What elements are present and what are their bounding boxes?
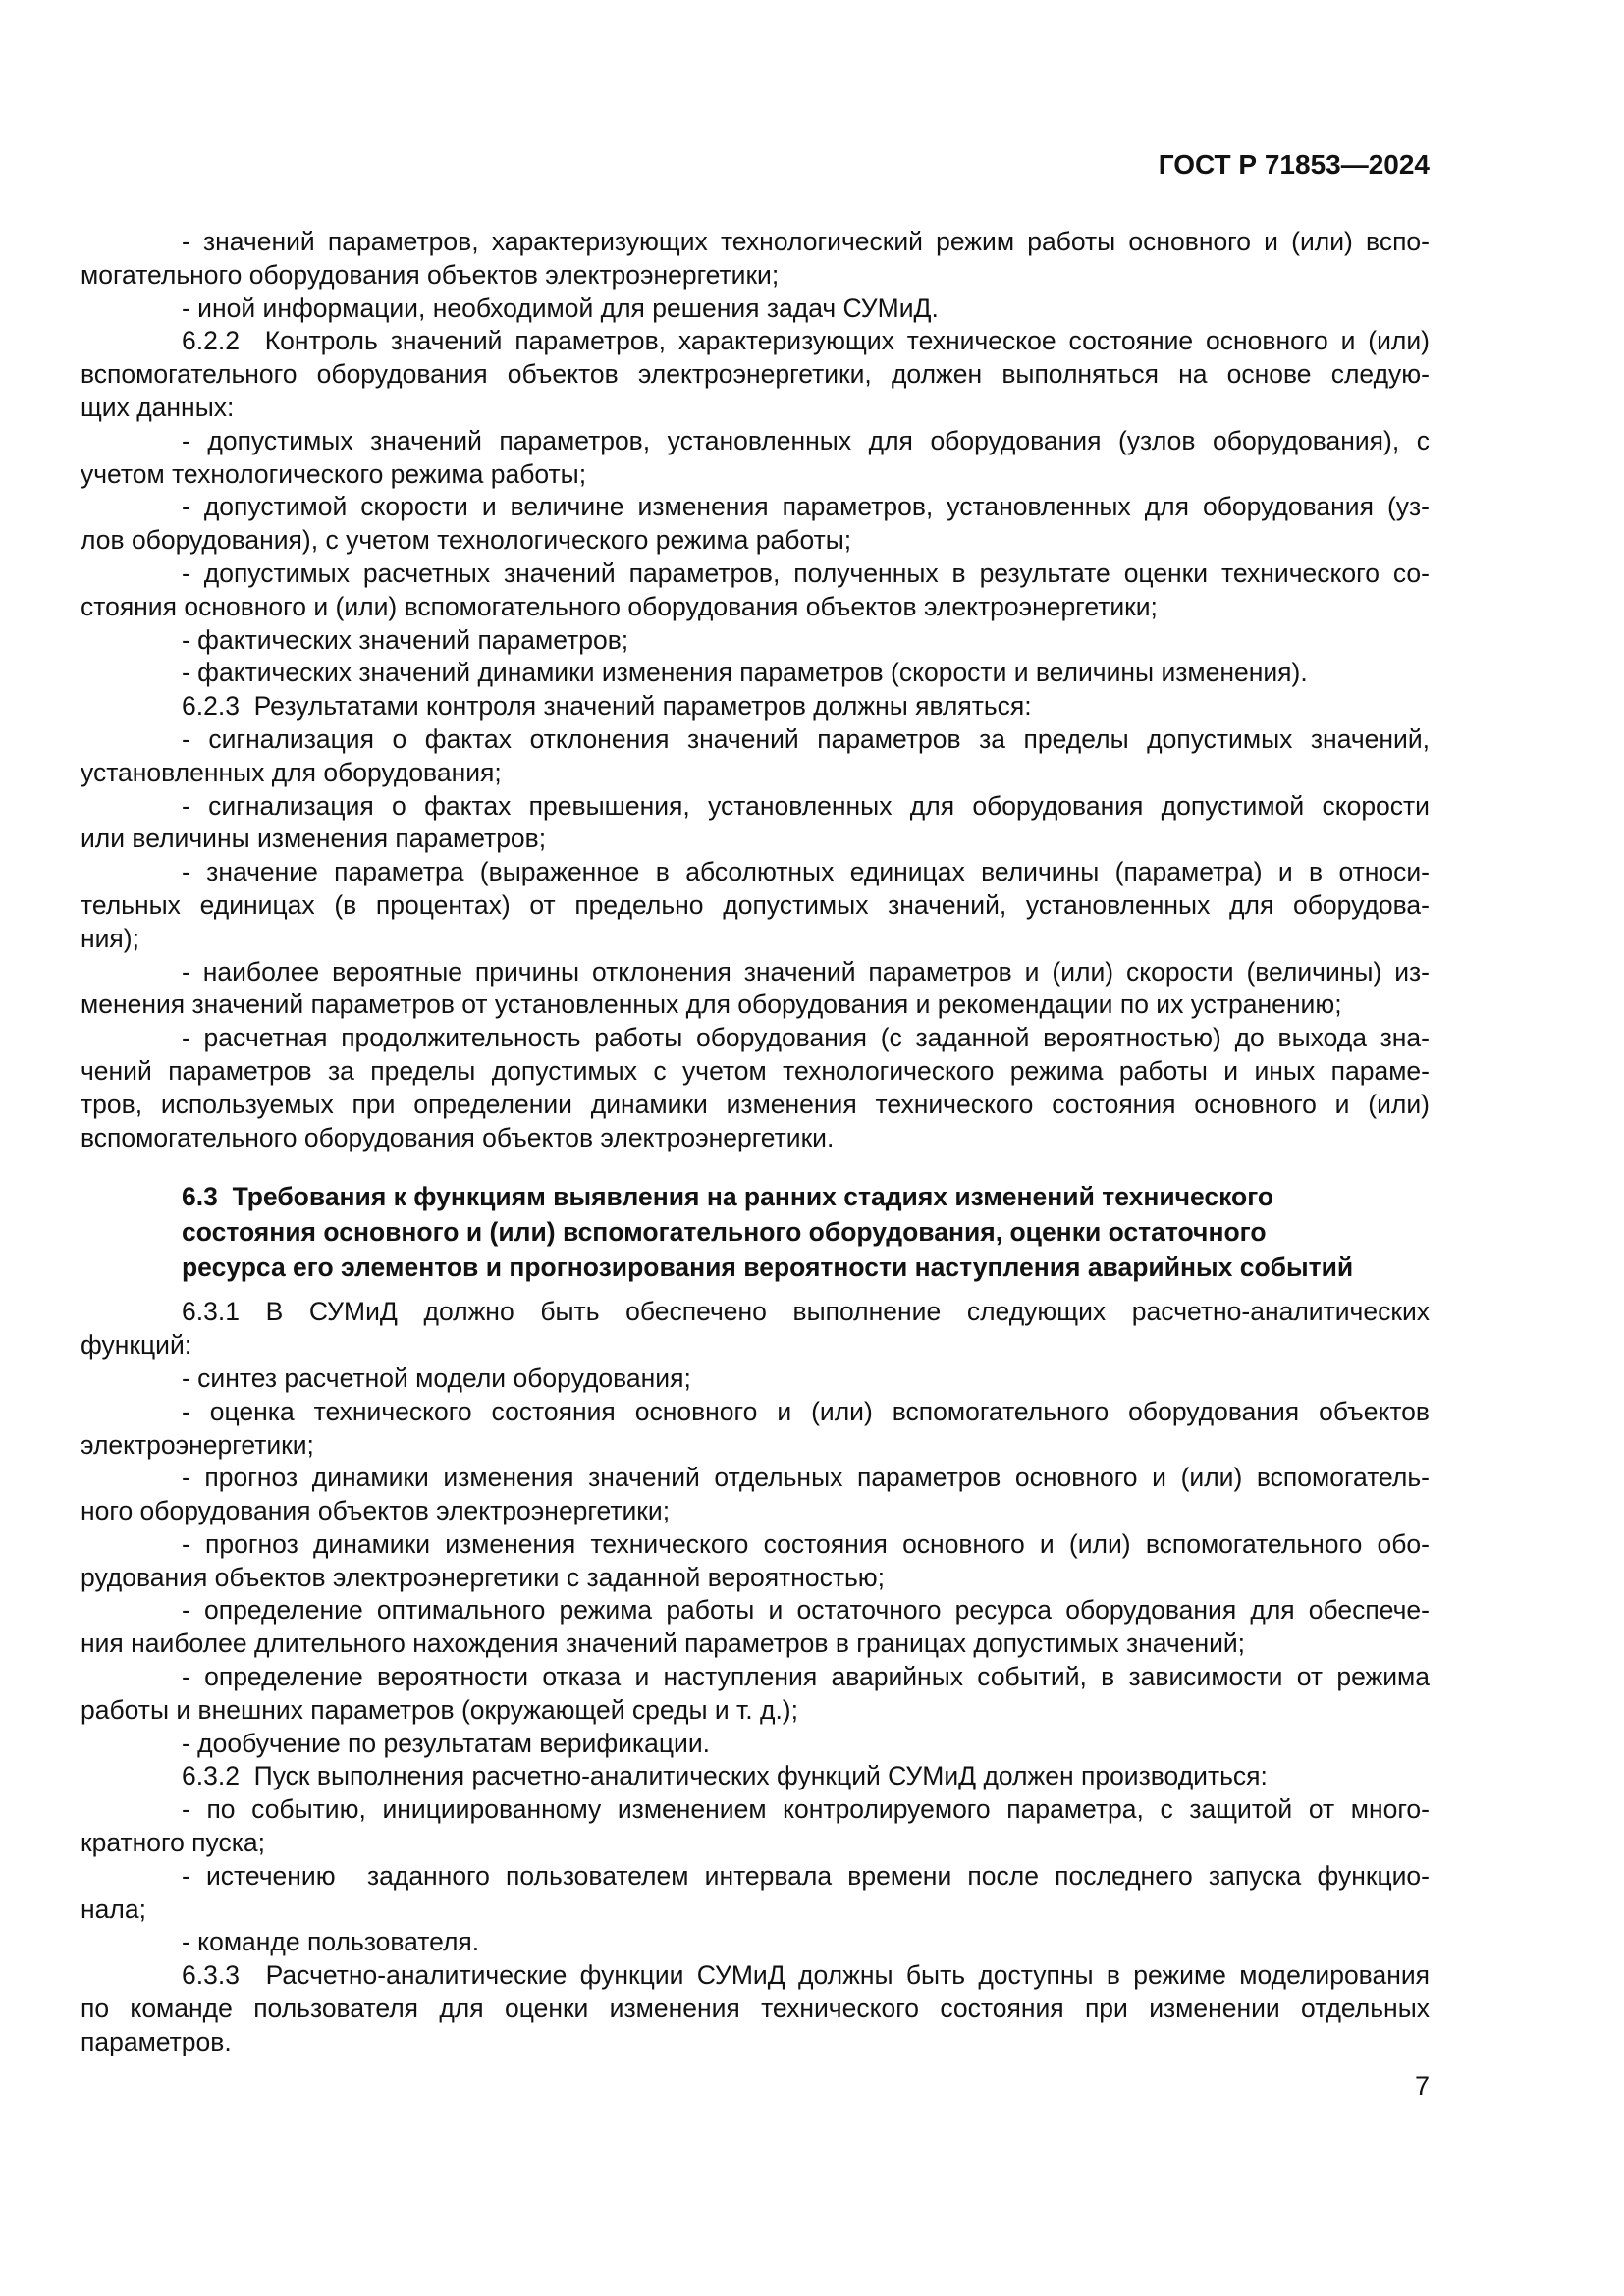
text-line: - фактических значений динамики изменения параметров (скорости и величины изменения). [182, 658, 1308, 688]
text-line: - сигнализация о фактах превышения, установленных для оборудования допустимой скорости [182, 790, 1430, 821]
document-body [81, 226, 1430, 2059]
text-line: стояния основного и (или) вспомогательного оборудования объектов электроэнергетики; [81, 591, 1158, 621]
text-line: - допустимых значений параметров, установленных для оборудования (узлов оборудования), с [182, 425, 1430, 455]
heading-line: состояния основного и (или) вспомогательного оборудования, оценки остаточного [182, 1217, 1267, 1248]
text-line: чений параметров за пределы допустимых с учетом технологического режима работы и иных параме- [81, 1055, 1430, 1086]
text-line: ния наиболее длительного нахождения значений параметров в границах допустимых значений; [81, 1629, 1246, 1659]
text-line: - дообучение по результатам верификации. [182, 1728, 710, 1758]
text-line: 6.3.3 Расчетно-аналитические функции СУМиД должны быть доступны в режиме моделирования [182, 1960, 1430, 1991]
text-line: - наиболее вероятные причины отклонения значений параметров и (или) скорости (величины) из- [182, 956, 1430, 987]
text-line: - фактических значений параметров; [182, 624, 629, 655]
text-line: - значение параметра (выраженное в абсолютных единицах величины (параметра) и в относи- [182, 857, 1430, 887]
text-line: электроэнергетики; [81, 1429, 314, 1460]
text-line: щих данных: [81, 392, 235, 422]
section-clause-6-3-body [81, 1296, 1430, 2058]
text-line: - значений параметров, характеризующих технологический режим работы основного и (или) вспо- [182, 227, 1430, 256]
text-line: установленных для оборудования; [81, 757, 502, 787]
text-line: параметров. [81, 2026, 232, 2056]
text-line: - команде пользователя. [182, 1927, 480, 1957]
section-heading-6-3 [182, 1179, 1430, 1285]
text-line: - иной информации, необходимой для решения задач СУМиД. [182, 293, 939, 323]
text-line: ния); [81, 923, 139, 953]
text-line: функций: [81, 1330, 192, 1361]
page-number: 7 [1414, 2071, 1430, 2101]
text-line: менения значений параметров от установленных для оборудования и рекомендации по их устранению; [81, 989, 1342, 1020]
text-line: кратного пуска; [81, 1828, 266, 1858]
text-line: 6.2.2 Контроль значений параметров, характеризующих техническое состояние основного и (или) [182, 326, 1430, 356]
text-line: - прогноз динамики изменения технического состояния основного и (или) вспомогательного обо- [182, 1528, 1430, 1559]
text-line: - прогноз динамики изменения значений отдельных параметров основного и (или) вспомогатель- [182, 1463, 1430, 1493]
text-line: - сигнализация о фактах отклонения значений параметров за пределы допустимых значений, [182, 723, 1430, 754]
text-line: по команде пользователя для оценки изменения технического состояния при изменении отдельных [81, 1994, 1430, 2024]
section-clause-6-2-continued [81, 226, 1430, 1154]
text-line: или величины изменения параметров; [81, 824, 547, 854]
text-line: - допустимой скорости и величине изменения параметров, установленных для оборудования (уз- [182, 492, 1430, 522]
text-line: - допустимых расчетных значений параметров, полученных в результате оценки технического со- [182, 558, 1430, 588]
text-line: вспомогательного оборудования объектов электроэнергетики, должен выполняться на основе следую- [81, 359, 1430, 390]
text-line: 6.3.1 В СУМиД должно быть обеспечено выполнение следующих расчетно-аналитических [182, 1297, 1430, 1327]
text-line: 6.3.2 Пуск выполнения расчетно-аналитических функций СУМиД должен производиться: [182, 1761, 1268, 1791]
text-line: - расчетная продолжительность работы оборудования (с заданной вероятностью) до выхода зна- [182, 1023, 1430, 1053]
text-line: нала; [81, 1894, 146, 1924]
running-header: ГОСТ Р 71853—2024 [1158, 149, 1430, 180]
text-line: лов оборудования), с учетом технологического режима работы; [81, 525, 852, 556]
text-line: учетом технологического режима работы; [81, 458, 587, 489]
text-line: - определение оптимального режима работы и остаточного ресурса оборудования для обеспече- [182, 1595, 1430, 1626]
text-line: могательного оборудования объектов электроэнергетики; [81, 259, 780, 290]
heading-line: 6.3 Требования к функциям выявления на ранних стадиях изменений технического [182, 1182, 1274, 1212]
text-line: работы и внешних параметров (окружающей среды и т. д.); [81, 1694, 798, 1725]
text-line: - определение вероятности отказа и наступления аварийных событий, в зависимости от режима [182, 1662, 1430, 1692]
text-line: вспомогательного оборудования объектов электроэнергетики. [81, 1122, 835, 1152]
text-line: тров, используемых при определении динамики изменения технического состояния основного и (или) [81, 1089, 1430, 1119]
text-line: - синтез расчетной модели оборудования; [182, 1362, 691, 1393]
text-line: 6.2.3 Результатами контроля значений параметров должны являться: [182, 691, 1032, 721]
heading-line: ресурса его элементов и прогнозирования вероятности наступления аварийных событий [182, 1253, 1354, 1283]
text-line: тельных единицах (в процентах) от предельно допустимых значений, установленных для оборудова- [81, 889, 1430, 920]
text-line: - по событию, инициированному изменением контролируемого параметра, с защитой от много- [182, 1794, 1430, 1825]
text-line: - оценка технического состояния основного и (или) вспомогательного оборудования объектов [182, 1396, 1430, 1426]
text-line: - истечению заданного пользователем интервала времени после последнего запуска функцио- [182, 1860, 1430, 1891]
text-line: ного оборудования объектов электроэнергетики; [81, 1496, 671, 1526]
text-line: рудования объектов электроэнергетики с заданной вероятностью; [81, 1562, 886, 1592]
